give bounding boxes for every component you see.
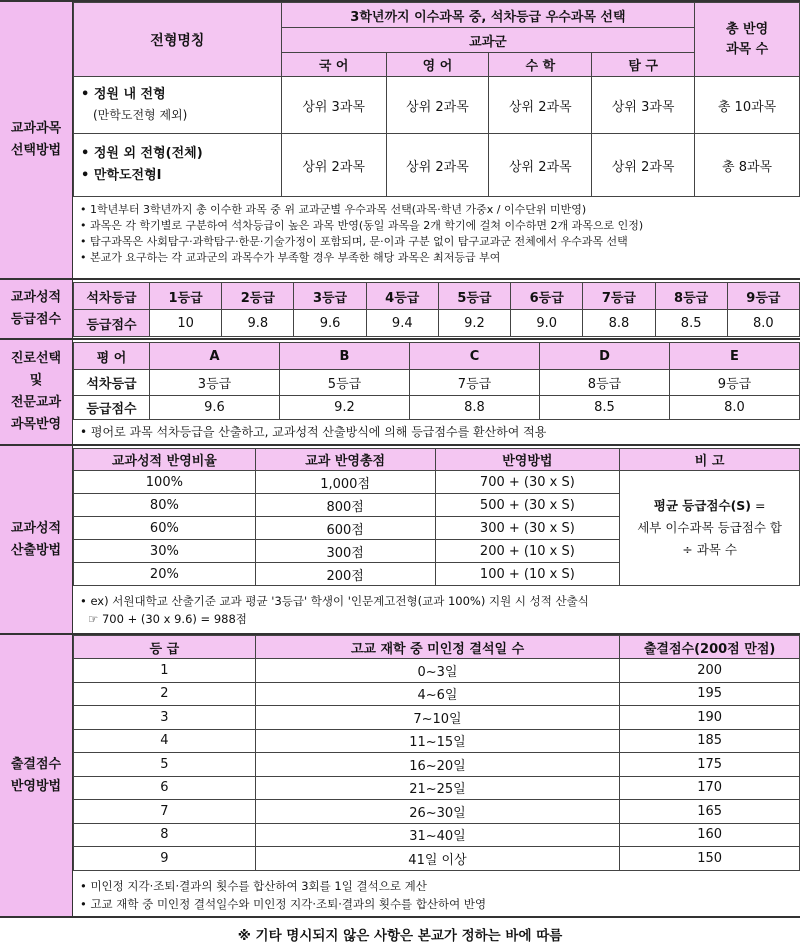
section-label-selection: 교과과목 선택방법 <box>0 2 73 278</box>
subject-inquiry: 탐 구 <box>592 53 695 77</box>
section-divider <box>0 338 800 340</box>
att-score: 160 <box>620 823 800 847</box>
calc-method: 500 + (30 x S) <box>435 494 620 517</box>
career-note <box>80 424 546 440</box>
att-score: 170 <box>620 776 800 800</box>
calc-header-remark: 비 고 <box>620 449 800 471</box>
row2-english: 상위 2과목 <box>386 134 489 197</box>
calc-notes <box>80 592 589 628</box>
career-score-header: 등급점수 <box>74 396 150 420</box>
att-row <box>74 800 800 824</box>
att-days: 11~15일 <box>255 729 619 753</box>
subject-korean: 국 어 <box>281 53 386 77</box>
att-row <box>74 729 800 753</box>
calc-total: 800점 <box>255 494 435 517</box>
calc-note-example: • ex) 서원대학교 산출기준 교과 평균 '3등급' 학생이 '인문계고전형(교과 100%) 지원 시 성적 산출식 <box>80 594 589 608</box>
row1-subname: (만학도전형 제외) <box>93 108 188 122</box>
selection-note: • 과목은 각 학기별로 구분하여 석차등급이 높은 과목 반영(동일 과목을 2개 학기에 걸쳐 이수하면 2개 과목으로 인정) <box>80 219 644 232</box>
career-grade-e: 9등급 <box>670 370 800 396</box>
career-grade-row <box>74 370 800 396</box>
calc-remark <box>620 471 800 586</box>
eval-row <box>74 343 800 370</box>
grade-4: 4등급 <box>366 283 438 310</box>
eval-c: C <box>410 343 540 370</box>
career-grade-b: 5등급 <box>280 370 410 396</box>
grade-2: 2등급 <box>222 283 294 310</box>
row2-inquiry: 상위 2과목 <box>592 134 695 197</box>
row1-inquiry: 상위 3과목 <box>592 77 695 134</box>
row1-total: 총 10과목 <box>695 77 800 134</box>
score-5: 9.2 <box>438 310 510 337</box>
selection-row-1 <box>74 77 800 134</box>
calc-total: 200점 <box>255 563 435 586</box>
career-score-a: 9.6 <box>150 396 280 420</box>
calc-header-ratio: 교과성적 반영비율 <box>74 449 256 471</box>
eval-b: B <box>280 343 410 370</box>
att-score: 200 <box>620 659 800 683</box>
career-note-text: • 평어로 과목 석차등급을 산출하고, 교과성적 산출방식에 의해 등급점수를 환산하여 적용 <box>80 425 547 439</box>
row1-english: 상위 2과목 <box>386 77 489 134</box>
score-8: 8.5 <box>655 310 727 337</box>
att-header-score: 출결점수(200점 만점) <box>620 636 800 659</box>
calc-total: 600점 <box>255 517 435 540</box>
calc-table <box>73 448 800 586</box>
row2-name: • 정원 외 전형(전체) <box>81 146 203 161</box>
att-days: 4~6일 <box>255 682 619 706</box>
row2-subname: • 만학도전형Ⅰ <box>81 168 162 183</box>
grade-5: 5등급 <box>438 283 510 310</box>
attendance-notes <box>80 877 486 913</box>
att-grade: 9 <box>74 847 256 871</box>
row1-name: • 정원 내 전형 <box>81 87 166 102</box>
grade-table <box>73 282 800 337</box>
row2-math: 상위 2과목 <box>489 134 592 197</box>
section-label-calc: 교과성적 산출방법 <box>0 446 73 633</box>
remark-rest: 세부 이수과목 등급점수 합 ÷ 과목 수 <box>637 520 782 557</box>
row2-korean: 상위 2과목 <box>281 134 386 197</box>
selection-row-2 <box>74 134 800 197</box>
score-1: 10 <box>150 310 222 337</box>
remark-eq: = <box>751 498 766 513</box>
grade-row <box>74 283 800 310</box>
grade-6: 6등급 <box>511 283 583 310</box>
selection-table <box>73 2 800 197</box>
calc-ratio: 20% <box>74 563 256 586</box>
career-score-b: 9.2 <box>280 396 410 420</box>
selection-note: • 본교가 요구하는 각 교과군의 과목수가 부족할 경우 부족한 해당 과목은 최저등급 부여 <box>80 251 501 264</box>
att-row <box>74 847 800 871</box>
att-score: 165 <box>620 800 800 824</box>
group-header: 교과군 <box>281 28 694 53</box>
subject-math: 수 학 <box>489 53 592 77</box>
att-grade: 1 <box>74 659 256 683</box>
score-2: 9.8 <box>222 310 294 337</box>
att-days: 0~3일 <box>255 659 619 683</box>
career-score-c: 8.8 <box>410 396 540 420</box>
calc-method: 200 + (10 x S) <box>435 540 620 563</box>
score-row <box>74 310 800 337</box>
att-score: 150 <box>620 847 800 871</box>
calc-ratio: 100% <box>74 471 256 494</box>
eval-e: E <box>670 343 800 370</box>
career-table <box>73 342 800 420</box>
total-header: 총 반영 과목 수 <box>695 3 800 77</box>
grade-1: 1등급 <box>150 283 222 310</box>
career-grade-a: 3등급 <box>150 370 280 396</box>
att-score: 195 <box>620 682 800 706</box>
grade-header: 석차등급 <box>74 283 150 310</box>
career-grade-c: 7등급 <box>410 370 540 396</box>
att-row <box>74 776 800 800</box>
att-days: 41일 이상 <box>255 847 619 871</box>
calc-total: 1,000점 <box>255 471 435 494</box>
section-label-career: 진로선택 및 전문교과 과목반영 <box>0 340 73 444</box>
att-header-grade: 등 급 <box>74 636 256 659</box>
eval-d: D <box>540 343 670 370</box>
att-score: 185 <box>620 729 800 753</box>
career-score-e: 8.0 <box>670 396 800 420</box>
attendance-note: • 고교 재학 중 미인정 결석일수와 미인정 지각·조퇴·결과의 횟수를 합산하여 반영 <box>80 897 487 911</box>
att-row <box>74 753 800 777</box>
score-3: 9.6 <box>294 310 366 337</box>
section-label-grade: 교과성적 등급점수 <box>0 280 73 338</box>
subject-english: 영 어 <box>386 53 489 77</box>
top-header: 3학년까지 이수과목 중, 석차등급 우수과목 선택 <box>281 3 694 28</box>
grade-7: 7등급 <box>583 283 655 310</box>
selection-note: • 탐구과목은 사회탐구·과학탐구·한문·기술가정이 포함되며, 문·이과 구분 없이 탐구교과군 전체에서 우수과목 선택 <box>80 235 628 248</box>
att-days: 21~25일 <box>255 776 619 800</box>
att-row <box>74 682 800 706</box>
remark-bold: 평균 등급점수(S) <box>653 498 751 513</box>
calc-method: 100 + (10 x S) <box>435 563 620 586</box>
attendance-table <box>73 635 800 871</box>
calc-method: 700 + (30 x S) <box>435 471 620 494</box>
eval-header: 평 어 <box>74 343 150 370</box>
att-grade: 6 <box>74 776 256 800</box>
calc-row <box>74 471 800 494</box>
section-divider <box>0 444 800 446</box>
att-row <box>74 659 800 683</box>
attendance-note: • 미인정 지각·조퇴·결과의 횟수를 합산하여 3회를 1일 결석으로 계산 <box>80 879 427 893</box>
att-days: 7~10일 <box>255 706 619 730</box>
selection-notes <box>80 202 643 266</box>
att-grade: 8 <box>74 823 256 847</box>
grade-9: 9등급 <box>727 283 799 310</box>
att-days: 31~40일 <box>255 823 619 847</box>
section-divider <box>0 278 800 280</box>
career-score-row <box>74 396 800 420</box>
att-score: 175 <box>620 753 800 777</box>
score-7: 8.8 <box>583 310 655 337</box>
att-grade: 7 <box>74 800 256 824</box>
calc-ratio: 80% <box>74 494 256 517</box>
att-grade: 3 <box>74 706 256 730</box>
career-grade-header: 석차등급 <box>74 370 150 396</box>
calc-note-formula: ☞ 700 + (30 x 9.6) = 988점 <box>88 612 247 626</box>
career-grade-d: 8등급 <box>540 370 670 396</box>
grade-3: 3등급 <box>294 283 366 310</box>
calc-method: 300 + (30 x S) <box>435 517 620 540</box>
row1-korean: 상위 3과목 <box>281 77 386 134</box>
selection-note: • 1학년부터 3학년까지 총 이수한 과목 중 위 교과군별 우수과목 선택(과목·학년 가중x / 이수단위 미반영) <box>80 203 587 216</box>
career-score-d: 8.5 <box>540 396 670 420</box>
calc-header-total: 교과 반영총점 <box>255 449 435 471</box>
att-row <box>74 823 800 847</box>
att-grade: 5 <box>74 753 256 777</box>
calc-total: 300점 <box>255 540 435 563</box>
row1-math: 상위 2과목 <box>489 77 592 134</box>
att-days: 16~20일 <box>255 753 619 777</box>
att-score: 190 <box>620 706 800 730</box>
score-header: 등급점수 <box>74 310 150 337</box>
score-6: 9.0 <box>511 310 583 337</box>
section-label-attendance: 출결점수 반영방법 <box>0 635 73 916</box>
att-grade: 2 <box>74 682 256 706</box>
grade-8: 8등급 <box>655 283 727 310</box>
name-header: 전형명칭 <box>74 3 282 77</box>
calc-header-method: 반영방법 <box>435 449 620 471</box>
att-row <box>74 706 800 730</box>
row2-total: 총 8과목 <box>695 134 800 197</box>
calc-ratio: 30% <box>74 540 256 563</box>
score-4: 9.4 <box>366 310 438 337</box>
calc-ratio: 60% <box>74 517 256 540</box>
att-days: 26~30일 <box>255 800 619 824</box>
att-header-days: 고교 재학 중 미인정 결석일 수 <box>255 636 619 659</box>
score-9: 8.0 <box>727 310 799 337</box>
eval-a: A <box>150 343 280 370</box>
att-grade: 4 <box>74 729 256 753</box>
footer-note: ※ 기타 명시되지 않은 사항은 본교가 정하는 바에 따름 <box>237 927 563 944</box>
